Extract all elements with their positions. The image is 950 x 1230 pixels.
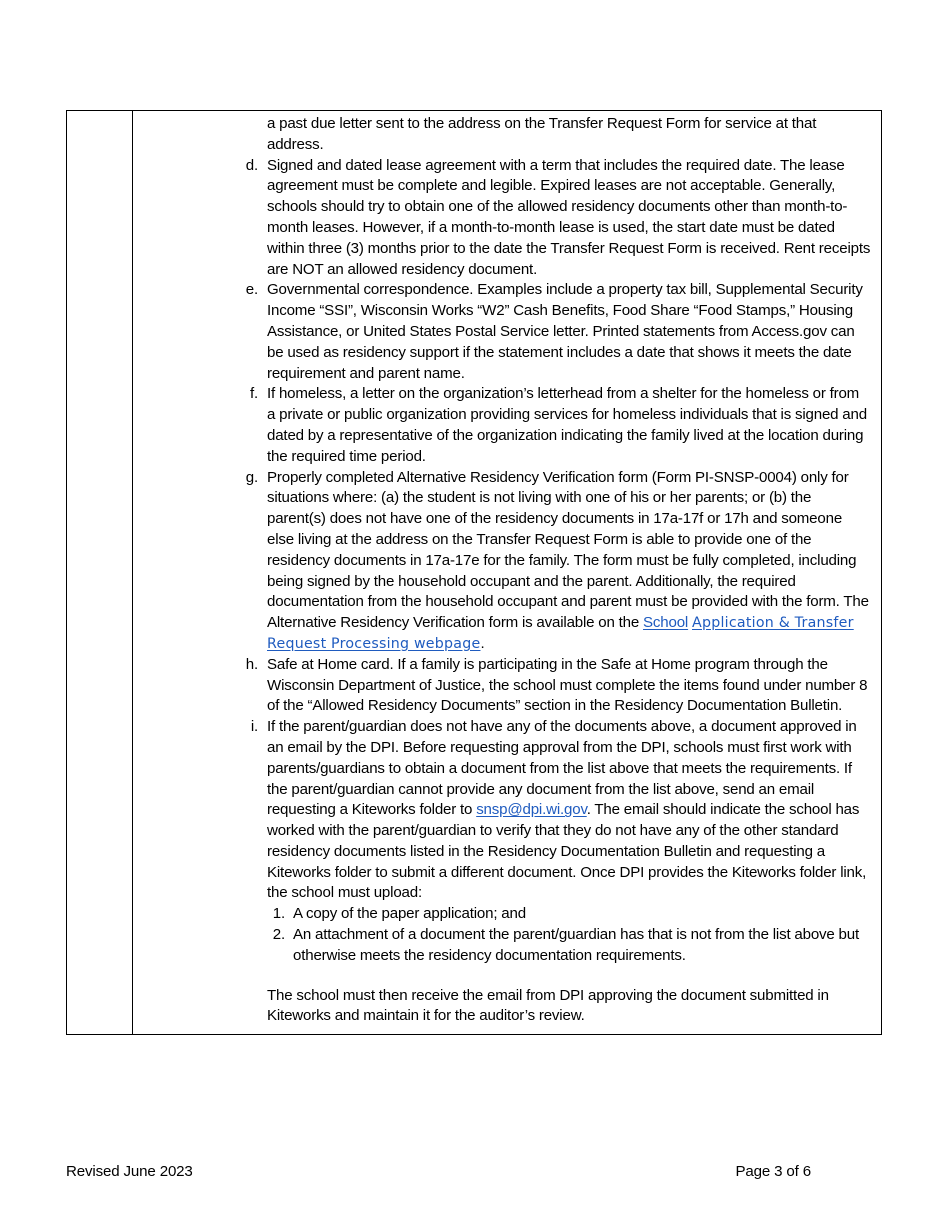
list-item-text-g-tail: . — [480, 634, 485, 652]
sublist-item-text-2: An attachment of a document the parent/guardian has that is not from the list above but otherwise meets the residency documentation requirements. — [293, 926, 859, 964]
lettered-list — [137, 156, 871, 967]
list-marker-e: e. — [245, 281, 258, 299]
sublist-item-text-1: A copy of the paper application; and — [293, 905, 526, 923]
list-item-text-e: Governmental correspondence. Examples include a property tax bill, Supplemental Security Income “SSI”, Wisconsin Works “W2” Cash Benefits, Food Share “Food Stamps,” Housing Assistance, or United States Postal Service letter. Printed statements from Access.gov can be used as residency support if the statement includes a date that shows it meets the date requirement and parent name. — [267, 281, 863, 382]
school-application-link-part1[interactable]: School — [643, 614, 689, 632]
table-cell-content-column — [133, 111, 882, 1035]
list-item-text-i: If the parent/guardian does not have any of the documents above, a document approved in an email by the DPI. Before requesting approval from the DPI, schools must first work with parents/guardians to obtain a document from the list above that meets the requirements. If the parent/guardian cannot provide any document from the list above, send an email requesting a Kiteworks folder to — [267, 718, 857, 819]
table-cell-number-column — [67, 111, 133, 1035]
page-footer — [66, 1163, 866, 1180]
school-application-link-part2[interactable]: Application & Transfer Request Processing webpage — [267, 615, 854, 652]
sublist-marker-2: 2. — [272, 926, 285, 944]
list-marker-f: f. — [249, 385, 258, 403]
snsp-email-link[interactable]: snsp@dpi.wi.gov — [476, 801, 587, 819]
continuation-paragraph: a past due letter sent to the address on the Transfer Request Form for service at that address. — [267, 115, 817, 153]
numbered-sublist — [267, 904, 871, 966]
table-row — [67, 111, 882, 1035]
list-marker-g: g. — [245, 468, 258, 486]
list-item-text-g: Properly completed Alternative Residency Verification form (Form PI-SNSP-0004) only for situations where: (a) the student is not living with one of his or her parents; or (b) the parent(s) does not have one of the residency documents in 17a-17f or 17h and someone else living at the address on the Transfer Request Form is able to provide one of the residency documents in 17a-17e for the family. The form must be fully completed, including being signed by the household occupant and the parent. Additionally, the required documentation from the household occupant and parent must be provided with the form. The Alternative Residency Verification form is available on the — [267, 468, 869, 632]
list-item-g — [245, 468, 871, 655]
list-item-text-h: Safe at Home card. If a family is participating in the Safe at Home program through the Wisconsin Department of Justice, the school must complete the items found under number 8 of the “Allowed Residency Documents” section in the Residency Documentation Bulletin. — [267, 655, 868, 715]
list-item-text-d: Signed and dated lease agreement with a term that includes the required date. The lease agreement must be complete and legible. Expired leases are not acceptable. Generally, schools should try to obtain one of the allowed residency documents other than month-to-month leases. However, if a month-to-month lease is used, the start date must be dated within three (3) months prior to the date the Transfer Request Form is received. Rent receipts are NOT an allowed residency document. — [267, 156, 871, 278]
list-marker-i: i. — [250, 718, 258, 736]
list-item-i — [250, 717, 871, 967]
list-item-h — [245, 655, 871, 717]
list-item-f — [249, 384, 871, 467]
residency-documents-table — [66, 110, 882, 1035]
footer-page-number: Page 3 of 6 — [735, 1163, 811, 1180]
list-content — [137, 114, 871, 1027]
list-marker-h: h. — [245, 655, 258, 673]
list-item-e — [245, 280, 871, 384]
footer-revision-text: Revised June 2023 — [66, 1163, 193, 1180]
sublist-item-1 — [272, 904, 871, 925]
list-item-text-i-tail: . The email should indicate the school has worked with the parent/guardian to verify that they do not have any of the other standard residency documents listed in the Residency Documentation Bulletin and requesting a Kiteworks folder to submit a different document. Once DPI provides the Kiteworks folder link, the school must upload: — [267, 801, 867, 902]
sublist-item-2 — [272, 925, 871, 967]
list-item-text-f: If homeless, a letter on the organization’s letterhead from a shelter for the homeless or from a private or public organization providing services for homeless individuals that is signed and dated by a representative of the organization indicating the family lived at the location during the required time period. — [267, 385, 867, 465]
list-marker-d: d. — [245, 156, 258, 174]
closing-paragraph: The school must then receive the email from DPI approving the document submitted in Kiteworks and maintain it for the auditor’s review. — [267, 986, 829, 1025]
list-item-d — [245, 156, 871, 281]
sublist-marker-1: 1. — [272, 905, 285, 923]
